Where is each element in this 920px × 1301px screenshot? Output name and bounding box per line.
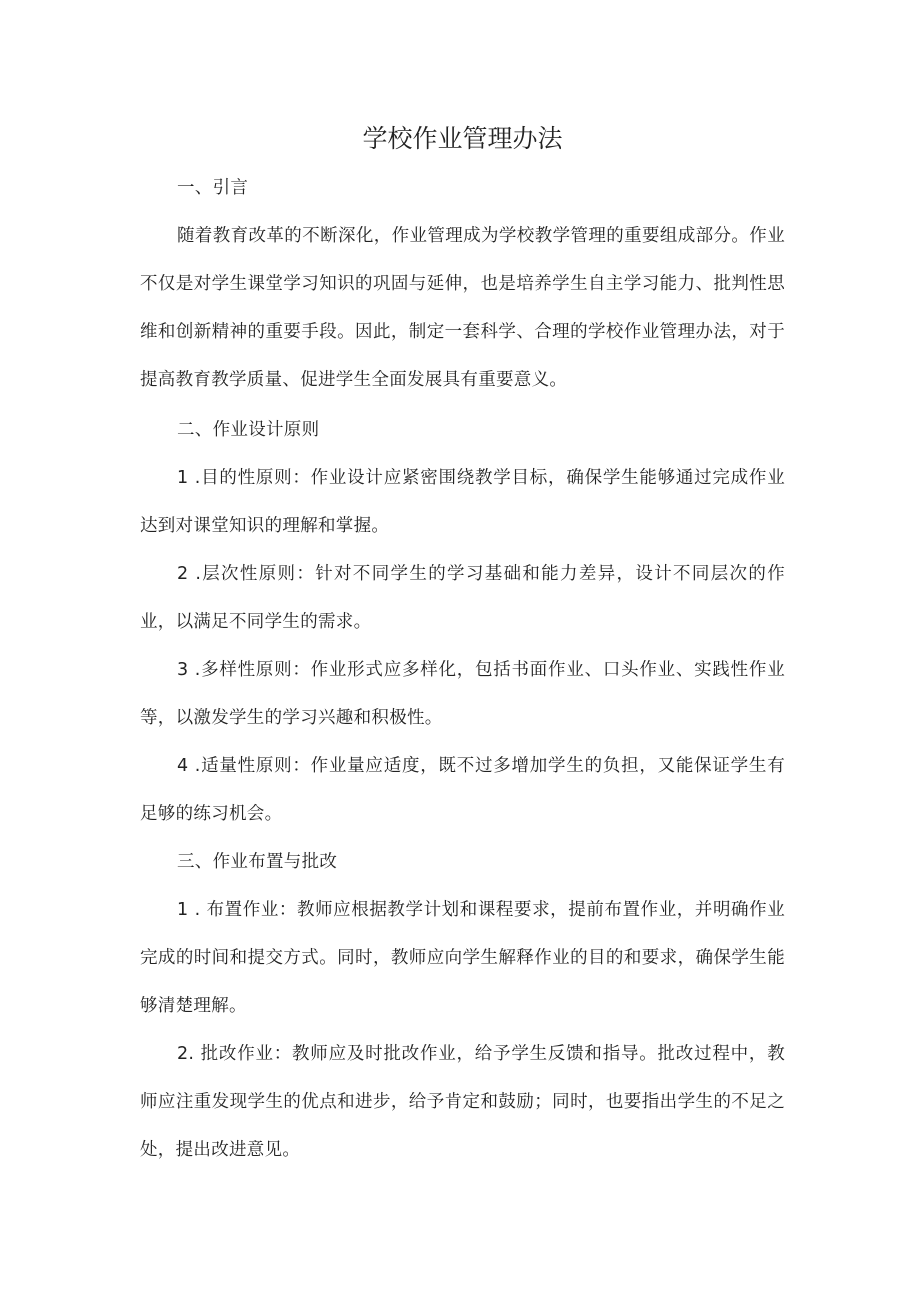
list-item-assign: 1 . 布置作业：教师应根据教学计划和课程要求，提前布置作业，并明确作业完成的时间和提交方式。同时，教师应向学生解释作业的目的和要求，确保学生能够清楚理解。 bbox=[140, 900, 785, 1016]
list-item-principle-2: 2 .层次性原则：针对不同学生的学习基础和能力差异，设计不同层次的作业，以满足不同学生的需求。 bbox=[140, 564, 785, 632]
list-item-principle-3: 3 .多样性原则：作业形式应多样化，包括书面作业、口头作业、实践性作业等，以激发学生的学习兴趣和积极性。 bbox=[140, 660, 785, 728]
paragraph-intro: 随着教育改革的不断深化，作业管理成为学校教学管理的重要组成部分。作业不仅是对学生课堂学习知识的巩固与延伸，也是培养学生自主学习能力、批判性思维和创新精神的重要手段。因此，制定一套科学、合理的学校作业管理办法，对于提高教育教学质量、促进学生全面发展具有重要意义。 bbox=[140, 226, 785, 390]
list-item-principle-1: 1 .目的性原则：作业设计应紧密围绕教学目标，确保学生能够通过完成作业达到对课堂知识的理解和掌握。 bbox=[140, 468, 785, 536]
section-heading-intro: 一、引言 bbox=[177, 178, 249, 198]
section-heading-design-principles: 二、作业设计原则 bbox=[177, 420, 320, 440]
document-title: 学校作业管理办法 bbox=[362, 124, 563, 153]
list-item-grade: 2. 批改作业：教师应及时批改作业，给予学生反馈和指导。批改过程中，教师应注重发现学生的优点和进步，给予肯定和鼓励；同时，也要指出学生的不足之处，提出改进意见。 bbox=[140, 1044, 785, 1160]
section-heading-assign-and-grade: 三、作业布置与批改 bbox=[177, 852, 338, 872]
list-item-principle-4: 4 .适量性原则：作业量应适度，既不过多增加学生的负担，又能保证学生有足够的练习机会。 bbox=[140, 756, 785, 824]
